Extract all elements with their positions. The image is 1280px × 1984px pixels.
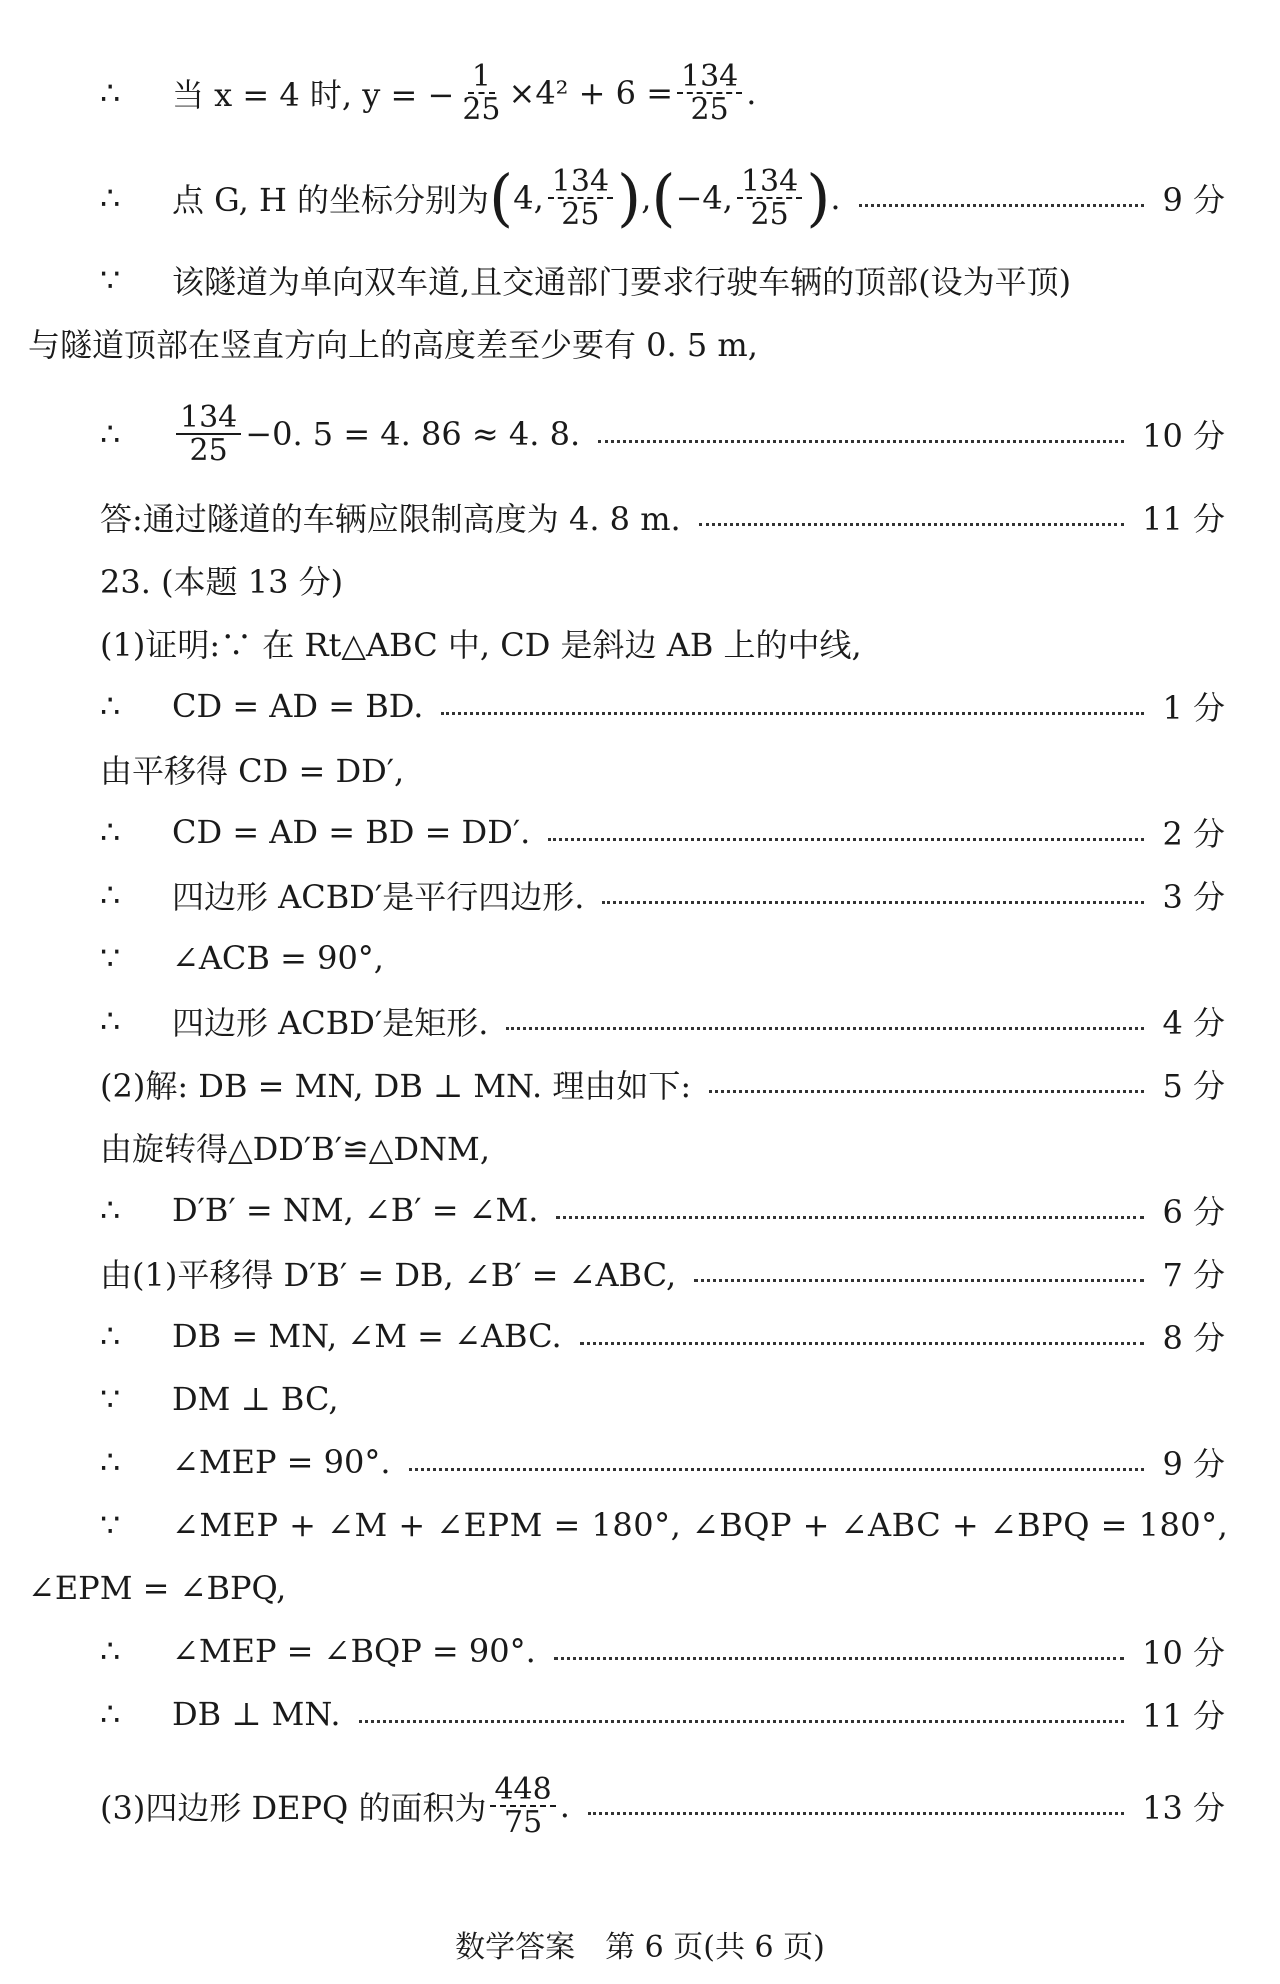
- answer-line: [100, 933, 1225, 983]
- therefore-symbol: ∴: [100, 687, 121, 725]
- answer-line: [100, 870, 1225, 920]
- score-label: 8 分: [1162, 1319, 1225, 1357]
- answer-line: [100, 1248, 1225, 1298]
- fraction: $\frac{134}{25}$: [176, 402, 241, 467]
- page-footer: 数学答案 第 6 页(共 6 页): [455, 1930, 825, 1965]
- answer-line: (3)四边形 DEPQ 的面积为 $\frac{448}{75}$ . 13 分: [100, 1771, 1225, 1840]
- dotted-leader: [359, 1718, 1125, 1723]
- line-text: 由旋转得△DD′B′≌△DNM,: [100, 1130, 490, 1168]
- line-text: 由(1)平移得 D′B′ = DB, ∠B′ = ∠ABC,: [100, 1256, 677, 1294]
- line-text: DM ⊥ BC,: [172, 1380, 339, 1418]
- therefore-symbol: ∴: [100, 1002, 121, 1040]
- line-text: CD = AD = BD.: [172, 687, 424, 725]
- score-label: 9 分: [1162, 1445, 1225, 1483]
- score-label: 7 分: [1162, 1256, 1225, 1294]
- therefore-symbol: ∴: [100, 876, 121, 914]
- answer-line: [100, 555, 1225, 605]
- line-text: 当 x = 4 时, y = −: [172, 76, 455, 114]
- dotted-leader: [709, 1088, 1144, 1093]
- therefore-symbol: ∴: [100, 1695, 121, 1733]
- dotted-leader: [554, 1655, 1124, 1660]
- therefore-symbol: ∴: [100, 1317, 121, 1355]
- line-text: 四边形 ACBD′是平行四边形.: [172, 878, 585, 916]
- line-text: DB ⊥ MN.: [172, 1695, 341, 1733]
- line-text: ∠EPM = ∠BPQ,: [28, 1569, 287, 1607]
- score-label: 3 分: [1162, 878, 1225, 916]
- answer-line: ∴ 当 x = 4 时, y = − $\frac{1}{25}$ ×4² + 6 = $\frac{134}{25}$ .: [100, 58, 757, 127]
- score-label: 9 分: [1162, 181, 1225, 219]
- dotted-leader: [506, 1025, 1144, 1030]
- line-text: ∠ACB = 90°,: [172, 939, 384, 977]
- score-label: 11 分: [1142, 1697, 1225, 1735]
- dotted-leader: [548, 836, 1144, 841]
- fraction: $\frac{1}{25}$: [462, 58, 501, 127]
- answer-line: [100, 744, 1225, 794]
- because-symbol: ∵: [100, 261, 121, 299]
- dotted-leader: [699, 521, 1124, 526]
- therefore-symbol: ∴: [100, 813, 121, 851]
- score-label: 6 分: [1162, 1193, 1225, 1231]
- answer-line: [100, 1689, 1225, 1739]
- therefore-symbol: ∴: [100, 1632, 121, 1670]
- line-text: CD = AD = BD = DD′.: [172, 813, 531, 851]
- score-label: 2 分: [1162, 815, 1225, 853]
- answer-line: [100, 492, 1225, 542]
- line-text: ∠MEP = 90°.: [172, 1443, 391, 1481]
- answer-line: [100, 396, 1225, 472]
- question-heading: 23. (本题 13 分): [100, 563, 344, 601]
- therefore-symbol: ∴: [100, 1191, 121, 1229]
- answer-line: [100, 618, 1225, 668]
- fraction: $\frac{134}{25}$: [548, 166, 613, 231]
- dotted-leader: [598, 438, 1124, 443]
- line-text: (1)证明:∵ 在 Rt△ABC 中, CD 是斜边 AB 上的中线,: [100, 626, 862, 664]
- line-text: DB = MN, ∠M = ∠ABC.: [172, 1317, 562, 1355]
- answer-line: [100, 255, 1225, 305]
- fraction: $\frac{448}{75}$: [490, 1774, 555, 1839]
- dotted-leader: [859, 202, 1145, 207]
- score-label: 1 分: [1162, 689, 1225, 727]
- dotted-leader: [694, 1277, 1144, 1282]
- because-symbol: ∵: [100, 1506, 121, 1544]
- line-text: 与隧道顶部在竖直方向上的高度差至少要有 0. 5 m,: [28, 326, 758, 364]
- line-text: ∠MEP + ∠M + ∠EPM = 180°, ∠BQP + ∠ABC + ∠BPQ = 180°,: [172, 1506, 1229, 1544]
- answer-line: [28, 1563, 1225, 1613]
- answer-line: [100, 681, 1225, 731]
- score-label: 13 分: [1142, 1789, 1225, 1827]
- score-label: 10 分: [1142, 417, 1225, 455]
- therefore-symbol: ∴: [100, 1443, 121, 1481]
- dotted-leader: [602, 899, 1144, 904]
- because-symbol: ∵: [100, 1380, 121, 1418]
- answer-line: [100, 1311, 1225, 1361]
- line-text: ×4² + 6 =: [508, 74, 673, 112]
- line-text: 该隧道为单向双车道,且交通部门要求行驶车辆的顶部(设为平顶): [172, 263, 1072, 301]
- line-text: 四边形 ACBD′是矩形.: [172, 1004, 489, 1042]
- dotted-leader: [409, 1466, 1145, 1471]
- answer-line: [100, 1059, 1225, 1109]
- line-text: 答:通过隧道的车辆应限制高度为 4. 8 m.: [100, 500, 681, 538]
- answer-line: [100, 996, 1225, 1046]
- dotted-leader: [441, 710, 1144, 715]
- answer-line: [100, 1185, 1225, 1235]
- because-symbol: ∵: [100, 939, 121, 977]
- answer-line: [100, 1122, 1225, 1172]
- answer-line: [100, 807, 1225, 857]
- score-label: 4 分: [1162, 1004, 1225, 1042]
- answer-line: [100, 1626, 1225, 1676]
- line-text: D′B′ = NM, ∠B′ = ∠M.: [172, 1191, 539, 1229]
- line-text: ∠MEP = ∠BQP = 90°.: [172, 1632, 536, 1670]
- score-label: 10 分: [1142, 1634, 1225, 1672]
- answer-line: ∴ 点 G, H 的坐标分别为 ( 4, $\frac{134}{25}$ ) , ( −4, $\frac{134}{25}$ ) . 9 分: [100, 161, 1225, 234]
- dotted-leader: [580, 1340, 1145, 1345]
- therefore-symbol: ∴: [100, 74, 121, 112]
- fraction: $\frac{134}{25}$: [677, 61, 742, 126]
- dotted-leader: [556, 1214, 1144, 1219]
- dotted-leader: [588, 1810, 1124, 1815]
- line-text: (2)解: DB = MN, DB ⊥ MN. 理由如下:: [100, 1067, 692, 1105]
- score-label: 11 分: [1142, 500, 1225, 538]
- answer-line: [100, 1500, 1229, 1550]
- therefore-symbol: ∴: [100, 179, 121, 217]
- score-label: 5 分: [1162, 1067, 1225, 1105]
- line-text: −0. 5 = 4. 86 ≈ 4. 8.: [245, 415, 581, 453]
- line-text: 由平移得 CD = DD′,: [100, 752, 405, 790]
- answer-line: [28, 318, 1225, 368]
- fraction: $\frac{134}{25}$: [737, 166, 802, 231]
- therefore-symbol: ∴: [100, 415, 121, 453]
- line-text: 点 G, H 的坐标分别为: [172, 181, 490, 219]
- answer-line: [100, 1374, 1225, 1424]
- answer-line: [100, 1437, 1225, 1487]
- line-text: (3)四边形 DEPQ 的面积为: [100, 1789, 487, 1827]
